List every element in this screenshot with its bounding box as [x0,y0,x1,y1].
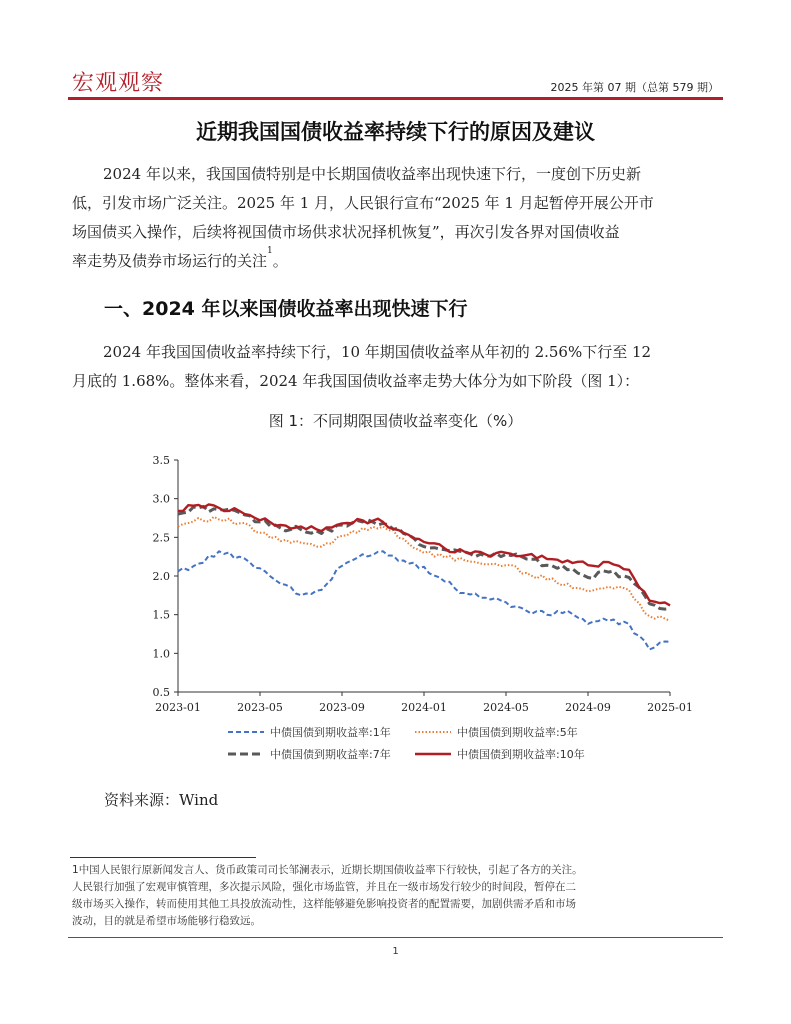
x-tick-label: 2025-01 [647,701,693,714]
legend-label-2: 中债国债到期收益率:5年 [457,726,578,739]
intro-line: 低，引发市场广泛关注。2025 年 1 月，人民银行宣布“2025 年 1 月起暂停开展公开市 [72,194,654,212]
footnote-line: 人民银行加强了宏观审慎管理，多次提示风险，强化市场监管，并且在一级市场发行较少的时间段，暂停在二 [72,881,576,893]
legend-label-1: 中债国债到期收益率:1年 [270,726,391,739]
y-tick-label: 3.5 [152,454,170,467]
footnote-line: 波动，目的就是希望市场能够行稳致远。 [72,915,261,927]
footnote-divider [70,857,256,858]
x-tick-label: 2024-01 [401,701,447,714]
x-tick-label: 2024-09 [565,701,611,714]
y-tick-label: 1.0 [152,647,170,661]
section-line: 月底的 1.68%。整体来看，2024 年我国国债收益率走势大体分为如下阶段（图 1）： [72,372,640,390]
y-tick-label: 3.0 [152,492,170,506]
yield-line-chart [130,440,710,780]
page-number: 1 [392,946,399,957]
y-tick-label: 1.5 [152,608,170,622]
series-line-2 [178,517,670,621]
chart-legend [228,725,585,761]
intro-line: 2024 年以来，我国国债特别是中长期国债收益率出现快速下行，一度创下历史新 [103,165,641,183]
footnote-mark: 1 [72,864,79,876]
legend-label-4: 中债国债到期收益率:10年 [457,748,585,761]
footnote-text: 中国人民银行原新闻发言人、货币政策司司长邹澜表示，近期长期国债收益率下行较快，引起了各方的关注。 [78,864,583,876]
x-tick-label: 2023-09 [319,701,365,714]
y-tick-label: 2.0 [152,570,170,583]
bottom-divider [68,937,723,938]
y-tick-label: 2.5 [152,531,170,545]
footnote-reference[interactable]: 1 [267,246,273,256]
intro-line-last [72,247,722,276]
footnote-line [72,862,732,879]
figure-title: 图 1：不同期限国债收益率变化（%） [268,412,523,430]
x-tick-label: 2024-05 [483,701,529,714]
footnote-line: 级市场买入操作，转而使用其他工具投放流动性，这样能够避免影响投资者的配置需要，加剧供需矛盾和市场 [72,898,576,910]
section-line: 2024 年我国国债收益率持续下行，10 年期国债收益率从年初的 2.56%下行至 12 [103,343,652,361]
series-line-3 [178,506,670,609]
x-tick-label: 2023-05 [237,701,283,714]
chart-axes [153,454,693,714]
header-brand: 宏观观察 [72,71,165,96]
intro-line-text: 率走势及债券市场运行的关注 [72,252,268,270]
issue-number: 2025 年第 07 期（总第 579 期） [550,81,719,94]
section-heading: 一、2024 年以来国债收益率出现快速下行 [104,298,468,320]
intro-paragraph [72,160,722,276]
y-tick-label: 0.5 [152,686,170,699]
footnote [72,862,732,930]
intro-line: 场国债买入操作，后续将视国债市场供求状况择机恢复”，再次引发各界对国债收益 [72,223,620,241]
header-divider [68,97,723,100]
intro-end-punct: 。 [272,252,288,270]
section-paragraph [72,338,722,396]
data-source: 资料来源：Wind [104,791,219,809]
document-title: 近期我国国债收益率持续下行的原因及建议 [196,120,595,144]
chart-series [178,504,670,649]
x-tick-label: 2023-01 [155,701,201,714]
legend-label-3: 中债国债到期收益率:7年 [270,748,391,761]
